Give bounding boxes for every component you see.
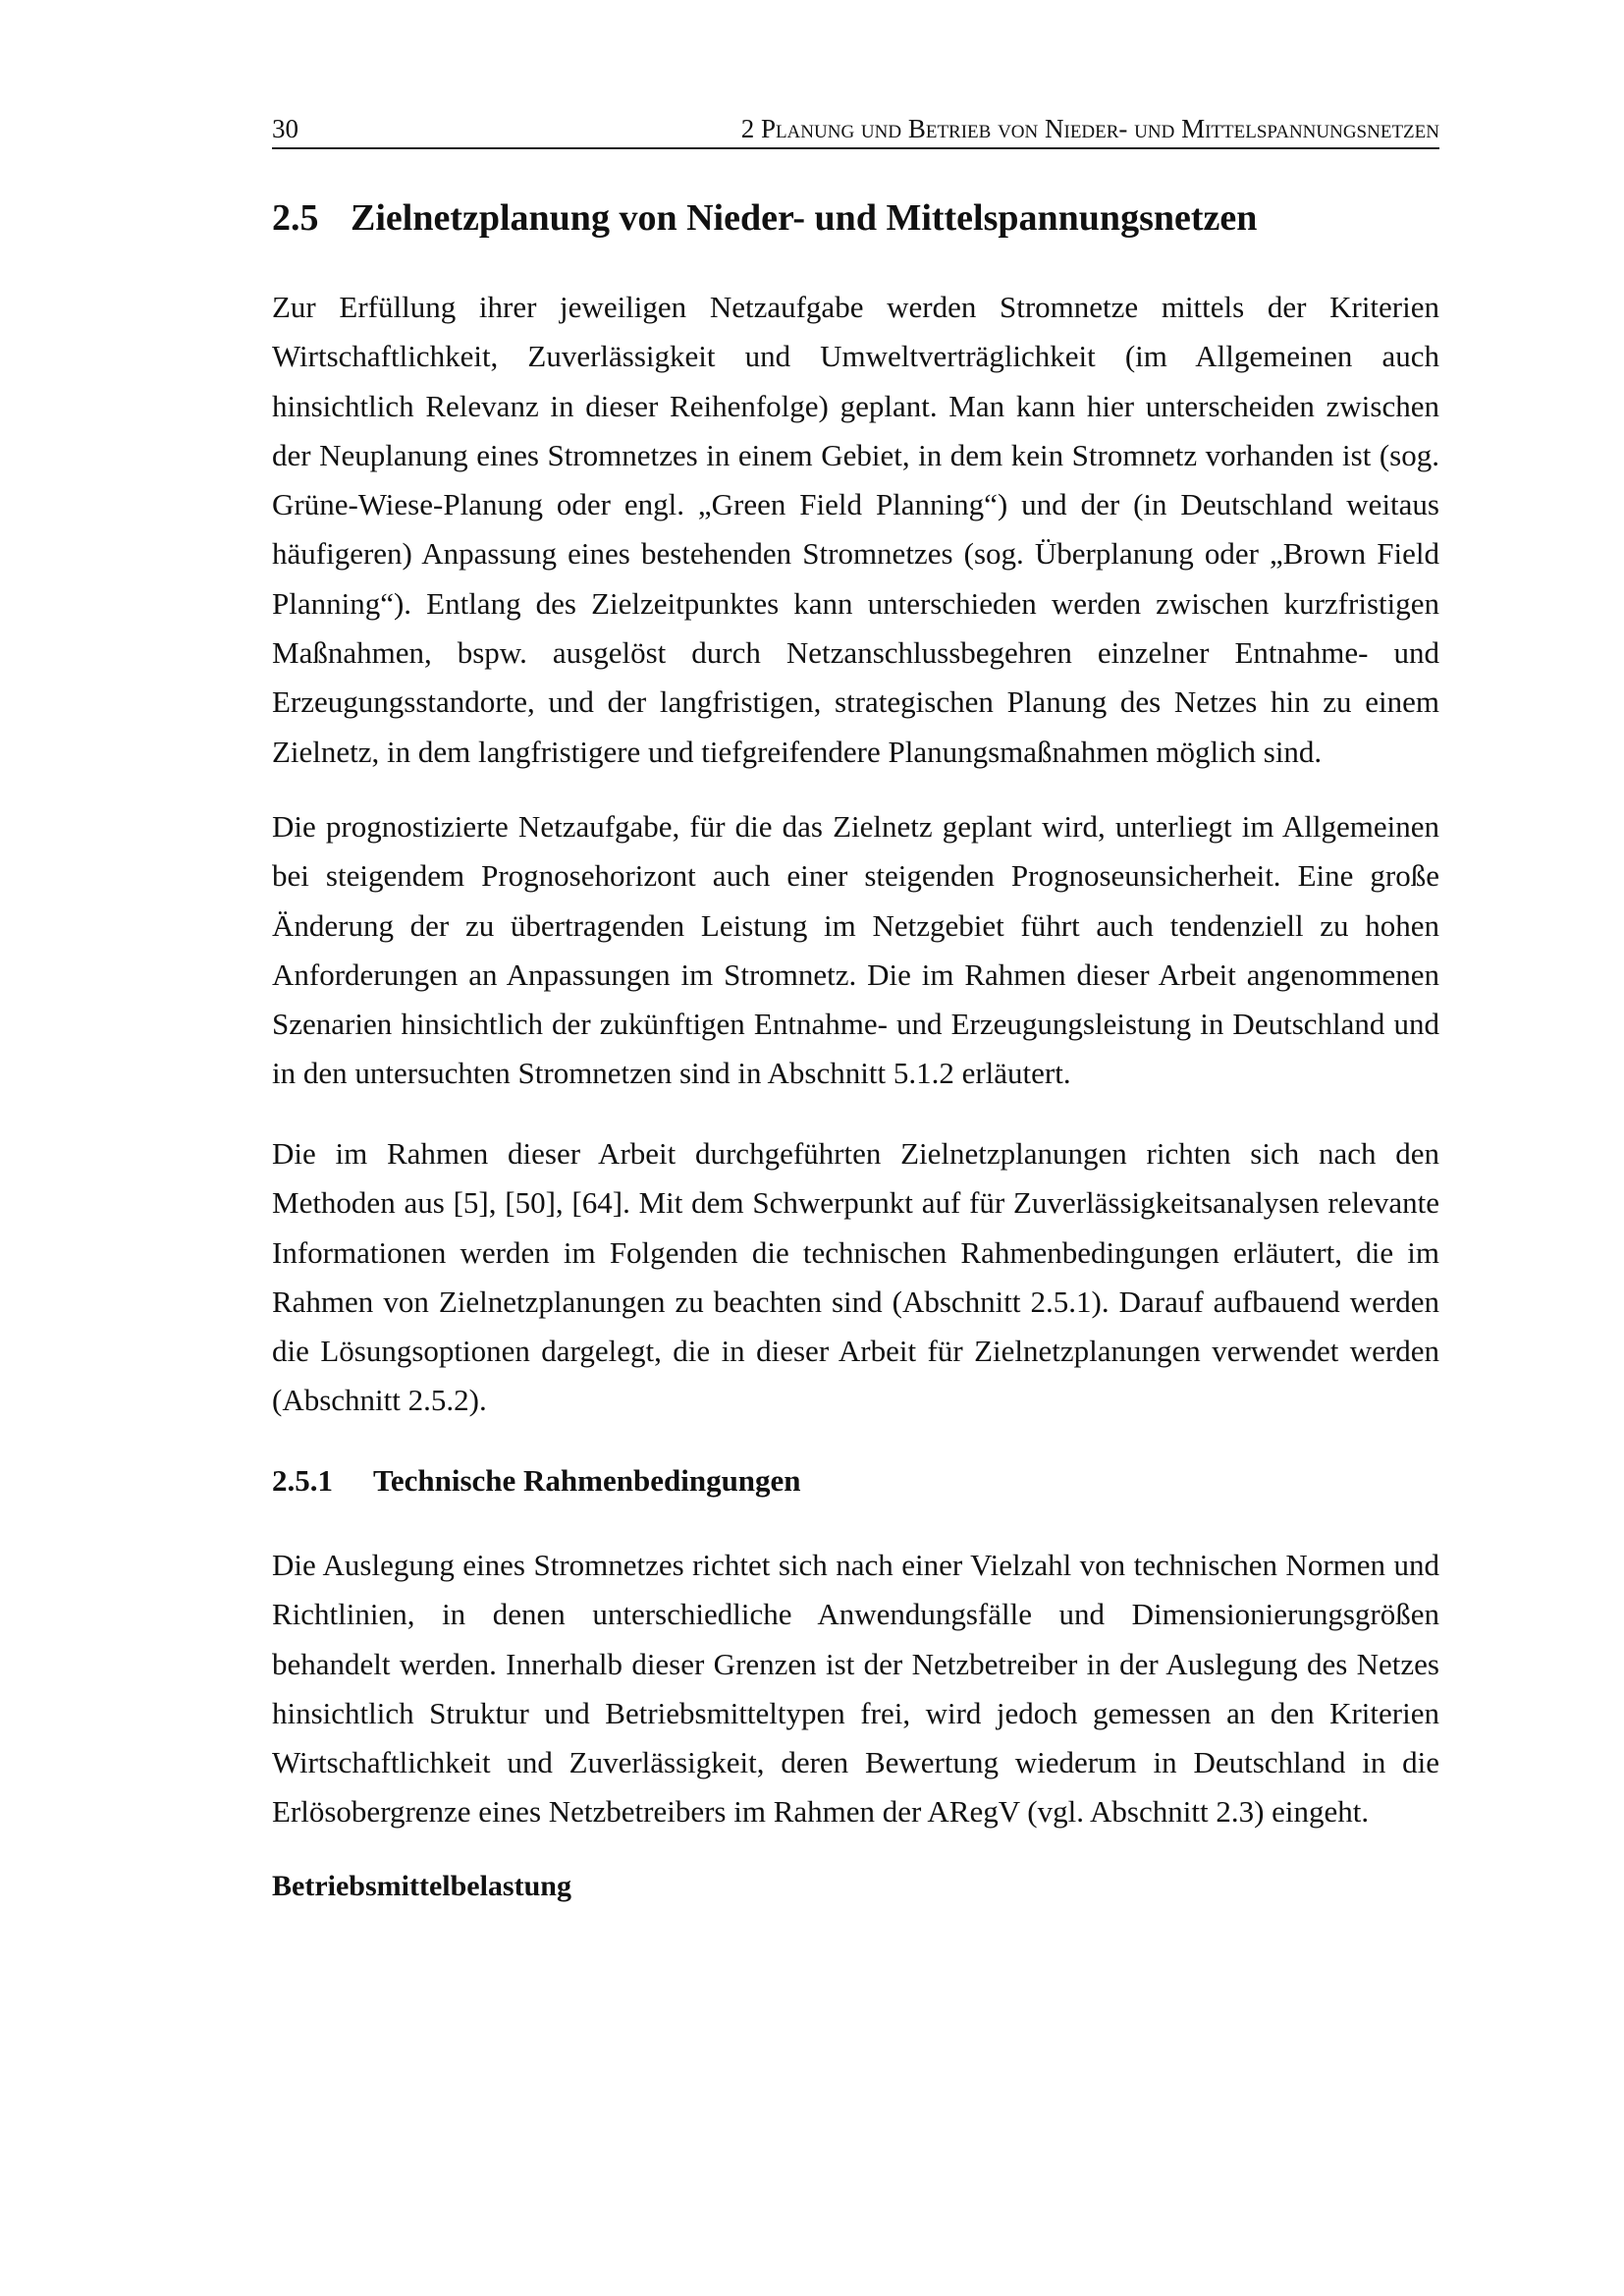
section-heading — [272, 196, 1257, 240]
paragraph-4: Die Auslegung eines Stromnetzes richtet sich nach einer Vielzahl von technischen Normen und Richtlinien, in denen unterschiedliche Anwendungsfälle und Dimensionierungsgrößen behandelt werden. Innerhalb dieser Grenzen ist der Netzbetreiber in der Auslegung des Netzes hinsichtlich Struktur und Betriebsmitteltypen frei, wird jedoch gemessen an den Kriterien Wirtschaftlichkeit und Zuverlässigkeit, deren Bewertung wiederum in Deutschland in die Erlösobergrenze eines Netzbetreibers im Rahmen der ARegV (vgl. Abschnitt 2.3) eingeht. — [272, 1548, 1439, 1830]
page-header — [272, 114, 1439, 149]
paragraph-2: Die prognostizierte Netzaufgabe, für die das Zielnetz geplant wird, unterliegt im Allgemeinen bei steigendem Prognosehorizont auch einer steigenden Prognoseunsicherheit. Eine große Änderung der zu übertragenden Leistung im Netzgebiet führt auch tendenziell zu hohen Anforderungen an Anpassungen im Stromnetz. Die im Rahmen dieser Arbeit angenommenen Szenarien hinsichtlich der zukünftigen Entnahme- und Erzeugungsleistung in Deutschland und in den untersuchten Stromnetzen sind in Abschnitt 5.1.2 erläutert. — [272, 809, 1439, 1091]
subsection-heading — [272, 1463, 801, 1499]
paragraph-1: Zur Erfüllung ihrer jeweiligen Netzaufgabe werden Stromnetze mittels der Kriterien Wirtschaftlichkeit, Zuverlässigkeit und Umweltverträglichkeit (im Allgemeinen auch hinsichtlich Relevanz in dieser Reihenfolge) geplant. Man kann hier unterscheiden zwischen der Neuplanung eines Stromnetzes in einem Gebiet, in dem kein Stromnetz vorhanden ist (sog. Grüne-Wiese-Planung oder engl. „Green Field Planning“) und der (in Deutschland weitaus häufigeren) Anpassung eines bestehenden Stromnetzes (sog. Überplanung oder „Brown Field Planning“). Entlang des Zielzeitpunktes kann unterschieden werden zwischen kurzfristigen Maßnahmen, bspw. ausgelöst durch Netzanschlussbegehren einzelner Entnahme- und Erzeugungsstandorte, und der langfristigen, strategischen Planung des Netzes hin zu einem Zielnetz, in dem langfristigere und tiefgreifendere Planungsmaßnahmen möglich sind. — [272, 290, 1439, 769]
section-title: Zielnetzplanung von Nieder- und Mittelspannungsnetzen — [351, 197, 1258, 239]
section-number: 2.5 — [272, 197, 319, 239]
subheading-betriebsmittelbelastung: Betriebsmittelbelastung — [272, 1870, 571, 1902]
paragraph-3: Die im Rahmen dieser Arbeit durchgeführten Zielnetzplanungen richten sich nach den Methoden aus [5], [50], [64]. Mit dem Schwerpunkt auf für Zuverlässigkeitsanalysen relevante Informationen werden im Folgenden die technischen Rahmenbedingungen erläutert, die im Rahmen von Zielnetzplanungen zu beachten sind (Abschnitt 2.5.1). Darauf aufbauend werden die Lösungsoptionen dargelegt, die in dieser Arbeit für Zielnetzplanungen verwendet werden (Abschnitt 2.5.2). — [272, 1136, 1439, 1418]
running-title: 2 Planung und Betrieb von Nieder- und Mittelspannungsnetzen — [740, 114, 1439, 143]
page-number: 30 — [272, 114, 298, 143]
subsection-number: 2.5.1 — [272, 1463, 333, 1498]
subsection-title: Technische Rahmenbedingungen — [373, 1463, 801, 1498]
